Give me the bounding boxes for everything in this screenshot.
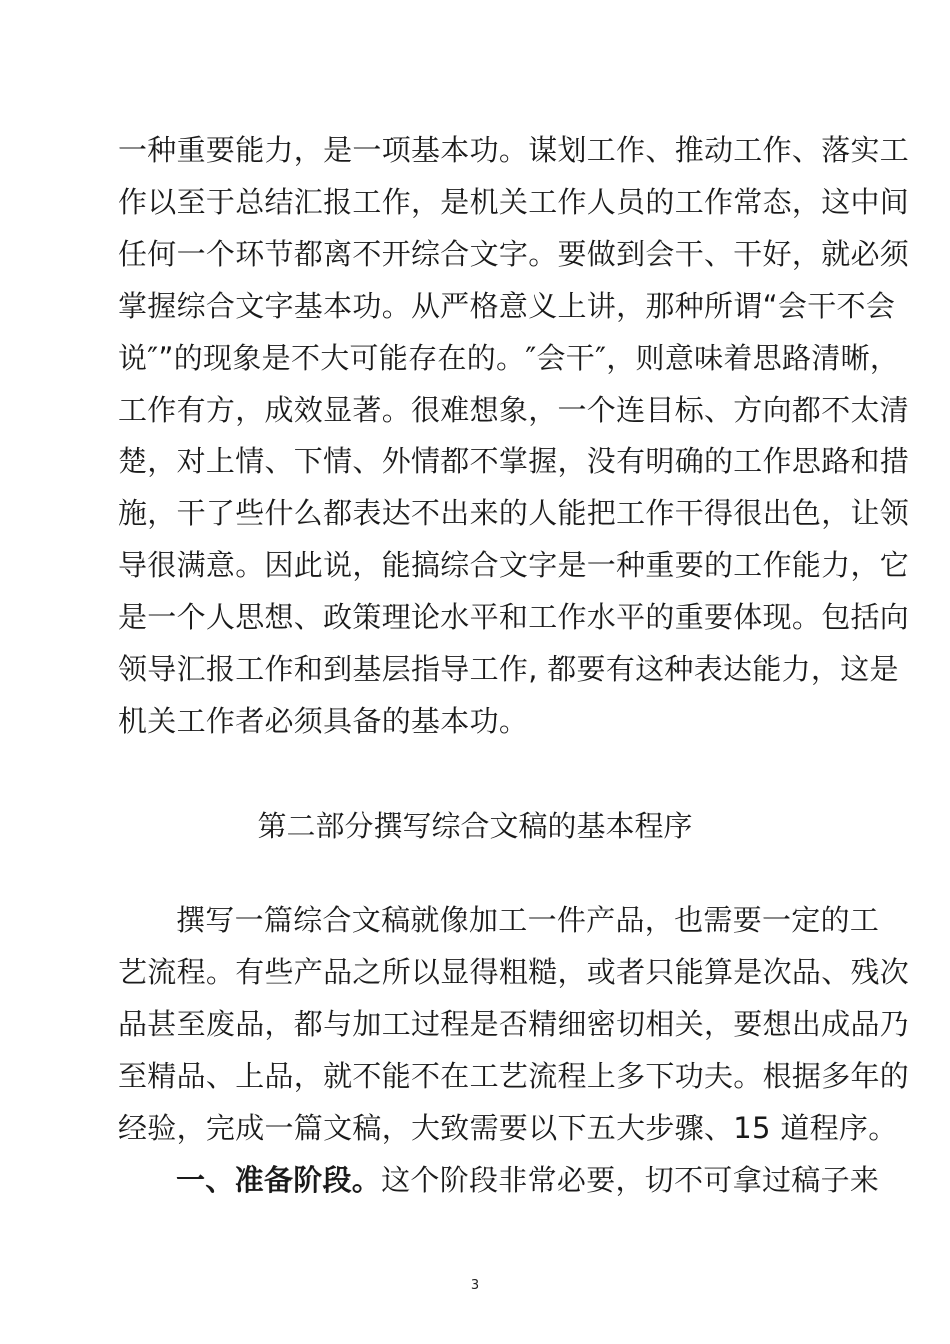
paragraph-line: 工作有方，成效显著。很难想象，一个连目标、方向都不太清 (118, 393, 910, 427)
paragraph-line: 领导汇报工作和到基层指导工作, 都要有这种表达能力，这是 (118, 652, 899, 686)
paragraph-line: 说″”的现象是不大可能存在的。″会干″，则意味着思路清晰， (118, 341, 900, 375)
paragraph-line: 掌握综合文字基本功。从严格意义上讲，那种所谓“会干不会 (118, 289, 896, 323)
paragraph-line: 撰写一篇综合文稿就像加工一件产品，也需要一定的工 (176, 903, 880, 937)
paragraph-line: 机关工作者必须具备的基本功。 (118, 704, 529, 738)
paragraph-line: 任何一个环节都离不开综合文字。要做到会干、干好，就必须 (118, 237, 910, 271)
paragraph-line: 至精品、上品，就不能不在工艺流程上多下功夫。根据多年的 (118, 1059, 910, 1093)
paragraph-line: 作以至于总结汇报工作，是机关工作人员的工作常态，这中间 (118, 185, 910, 219)
paragraph-line: 一种重要能力，是一项基本功。谋划工作、推动工作、落实工 (118, 133, 910, 167)
section-heading: 第二部分撰写综合文稿的基本程序 (257, 809, 693, 843)
paragraph-line: 楚，对上情、下情、外情都不掌握，没有明确的工作思路和措 (118, 444, 910, 478)
paragraph-3 (176, 1160, 880, 1200)
paragraph-line: 艺流程。有些产品之所以显得粗糙，或者只能算是次品、残次 (118, 955, 910, 989)
paragraph-text: 这个阶段非常必要，切不可拿过稿子来 (381, 1163, 880, 1197)
page-number: 3 (470, 1278, 480, 1293)
step-heading: 一、准备阶段。 (176, 1163, 382, 1197)
paragraph-line: 施，干了些什么都表达不出来的人能把工作干得很出色，让领 (118, 496, 910, 530)
paragraph-line: 是一个人思想、政策理论水平和工作水平的重要体现。包括向 (118, 600, 910, 634)
paragraph-line: 经验，完成一篇文稿，大致需要以下五大步骤、15 道程序。 (118, 1111, 898, 1145)
paragraph-line: 导很满意。因此说，能搞综合文字是一种重要的工作能力，它 (118, 548, 910, 582)
paragraph-line: 品甚至废品，都与加工过程是否精细密切相关，要想出成品乃 (118, 1007, 910, 1041)
